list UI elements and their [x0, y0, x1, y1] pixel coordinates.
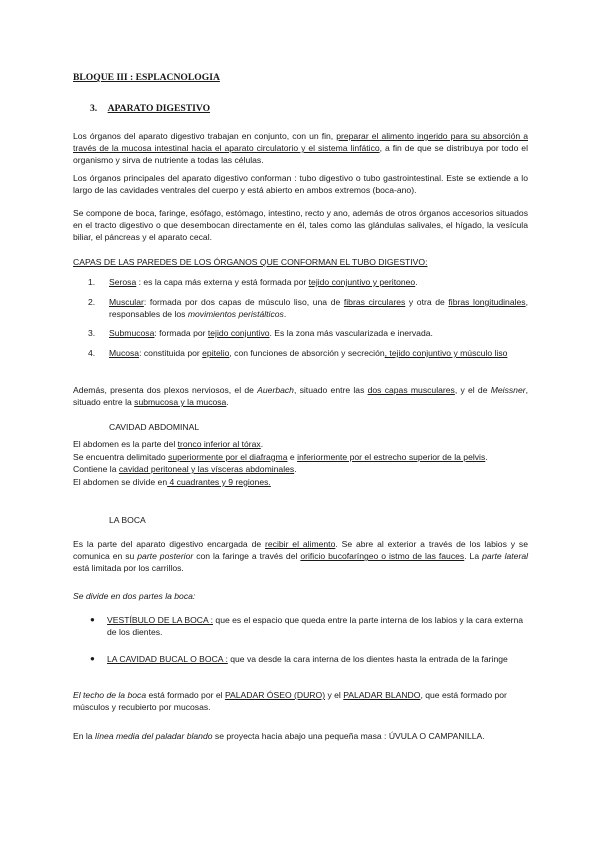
layer-underlined: epitelio	[202, 348, 230, 358]
bullet-underlined: LA CAVIDAD BUCAL O BOCA :	[107, 654, 228, 664]
layer-text: .	[415, 277, 418, 287]
abd-text: El abdomen se divide en	[73, 476, 168, 487]
intro-paragraph	[73, 130, 528, 167]
layer-text: , con funciones de absorción y secreción	[229, 348, 385, 358]
layer-italic: movimientos peristálticos	[187, 309, 284, 320]
abd-underlined: tronco inferior al tórax	[177, 439, 261, 449]
plexus-text: .	[226, 397, 229, 408]
layer-text: .	[283, 309, 287, 320]
layer-number: 2.	[88, 297, 96, 307]
mouth-text: Es la parte del aparato digestivo encargada de	[73, 539, 266, 549]
layer-number: 1.	[88, 277, 96, 287]
section-number: 3.	[90, 103, 98, 114]
layer-term: Mucosa	[109, 348, 140, 358]
components-paragraph: Se compone de boca, faringe, esófago, estómago, intestino, recto y ano, además de otros órganos accesorios situados en el tracto digestivo o que desembocan directamente en él, tales como las glándulas salivales, el hígado, la vesícula biliar, el páncreas y el aparato cecal.	[73, 208, 528, 243]
abdominal-heading: CAVIDAD ABDOMINAL	[109, 422, 200, 432]
plexus-italic: Auerbach	[257, 385, 294, 395]
layers-heading: CAPAS DE LAS PAREDES DE LOS ÓRGANOS QUE CONFORMAN EL TUBO DIGESTIVO:	[73, 257, 428, 267]
plexus-text: , y el de	[454, 385, 491, 395]
layer-underlined: , tejido conjuntivo y músculo liso	[384, 348, 508, 358]
section-title: APARATO DIGESTIVO	[107, 103, 211, 114]
abd-text: e	[287, 451, 298, 462]
layer-number: 4.	[88, 348, 96, 358]
intro-underlined: preparar el alimento ingerido para su absorción a través de la mucosa intestinal hacia el aparato circulatorio y el sistema linfático	[73, 131, 529, 154]
layer-term: Submucosa	[109, 328, 155, 338]
mouth-italic: parte posterior	[137, 551, 194, 562]
organs-paragraph: Los órganos principales del aparato digestivo conforman : tubo digestivo o tubo gastrointestinal. Este se extiende a lo largo de las cavidades ventrales del cuerpo y está abierto en ambos extremos (boca-ano).	[73, 173, 528, 196]
block-title: BLOQUE III : ESPLACNOLOGIA	[73, 72, 220, 83]
bullet-text: que va desde la cara interna de los dientes hasta la entrada de la faringe	[227, 654, 508, 664]
abd-text: Contiene la	[73, 464, 119, 475]
mouth-heading: LA BOCA	[109, 515, 146, 525]
abd-text: Se encuentra delimitado	[73, 451, 169, 462]
abd-text: .	[260, 439, 264, 449]
mouth-divide-label: Se divide en dos partes la boca:	[73, 591, 196, 601]
plexus-underlined: dos capas musculares	[367, 385, 455, 395]
palate-text: está formado por el	[146, 690, 225, 700]
layer-text: , responsables de los	[109, 297, 528, 320]
mouth-underlined: recibir el alimento	[265, 539, 336, 549]
layer-term: Muscular	[109, 297, 144, 307]
section-heading	[90, 103, 545, 115]
abdominal-line-3	[73, 463, 528, 476]
palate-paragraph	[73, 689, 528, 713]
uvula-italic: línea media del paladar blando	[94, 731, 213, 741]
palate-underlined: PALADAR ÓSEO (DURO)	[224, 690, 326, 700]
abd-text: .	[294, 464, 297, 475]
layer-text: . Es la zona más vascularizada e inervada.	[269, 328, 433, 338]
plexus-underlined: submucosa y la mucosa	[134, 397, 227, 408]
uvula-text: se proyecta hacia abajo una pequeña masa : ÚVULA O CAMPANILLA.	[212, 731, 485, 741]
intro-text-a: Los órganos del aparato digestivo trabajan en conjunto, con un fin,	[73, 131, 334, 141]
bullet-text: que es el espacio que queda entre la parte interna de los labios y la cara externa de los dientes.	[107, 615, 524, 638]
layer-text: y otra de	[405, 297, 449, 307]
palate-italic: El techo de la boca	[73, 690, 147, 700]
mouth-text: está limitada por los carrillos.	[73, 563, 184, 574]
intro-text-c: , a fin de que se distribuya por todo el organismo y sirva de nutriente a todas las células.	[73, 143, 528, 166]
palate-text: y el	[325, 690, 344, 700]
bullet-underlined: VESTÍBULO DE LA BOCA :	[107, 615, 214, 625]
abd-underlined: inferiormente por el estrecho superior de la pelvis	[297, 451, 486, 462]
bullet-dot: ●	[90, 654, 95, 663]
layer-underlined: fibras circulares	[343, 297, 406, 307]
palate-underlined: PALADAR BLANDO	[343, 690, 421, 700]
mouth-underlined: orificio bucofaríngeo o istmo de las fauces	[300, 551, 465, 562]
layer-underlined: fibras longitudinales	[448, 297, 526, 307]
mouth-paragraph	[73, 538, 528, 575]
mouth-italic: parte lateral	[482, 551, 529, 562]
bullet-dot: ●	[90, 615, 95, 624]
layer-text: : formada por dos capas de músculo liso, una de	[143, 297, 344, 307]
mouth-text: . Se abre al exterior a través de los labios y se comunica en su	[73, 539, 528, 562]
plexus-text: , situado entre la	[73, 385, 528, 408]
abd-text: El abdomen es la parte del	[73, 439, 178, 449]
abdominal-line-4	[73, 476, 528, 489]
plexus-text: Además, presenta dos plexos nerviosos, el de	[73, 385, 258, 395]
abd-underlined: superiormente por el diafragma	[168, 451, 288, 462]
plexus-italic: Meissner	[490, 385, 526, 395]
abd-text: .	[485, 451, 488, 462]
abdominal-line-2	[73, 451, 528, 464]
uvula-paragraph	[73, 730, 528, 742]
layer-underlined: tejido conjuntivo y peritoneo	[308, 277, 416, 287]
layer-text: : constituida por	[139, 348, 203, 358]
layer-underlined: tejido conjuntivo	[207, 328, 270, 338]
layer-number: 3.	[88, 328, 96, 338]
uvula-text: En la	[73, 731, 95, 741]
plexus-paragraph	[73, 384, 528, 408]
layer-term: Serosa	[109, 277, 137, 287]
palate-text: , que está formado por músculos y recubierto por mucosas.	[73, 690, 507, 713]
mouth-text: con la faringe a través del	[193, 551, 301, 562]
abd-underlined: cavidad peritoneal y las vísceras abdominales	[118, 464, 295, 475]
layer-text: : formada por	[154, 328, 208, 338]
abdominal-section	[73, 438, 528, 488]
mouth-text: . La	[464, 551, 483, 562]
layer-text: : es la capa más externa y está formada por	[136, 277, 309, 287]
abdominal-line-1	[73, 438, 528, 451]
plexus-text: , situado entre las	[293, 385, 368, 395]
abd-underlined: 4 cuadrantes y 9 regiones.	[167, 476, 271, 487]
